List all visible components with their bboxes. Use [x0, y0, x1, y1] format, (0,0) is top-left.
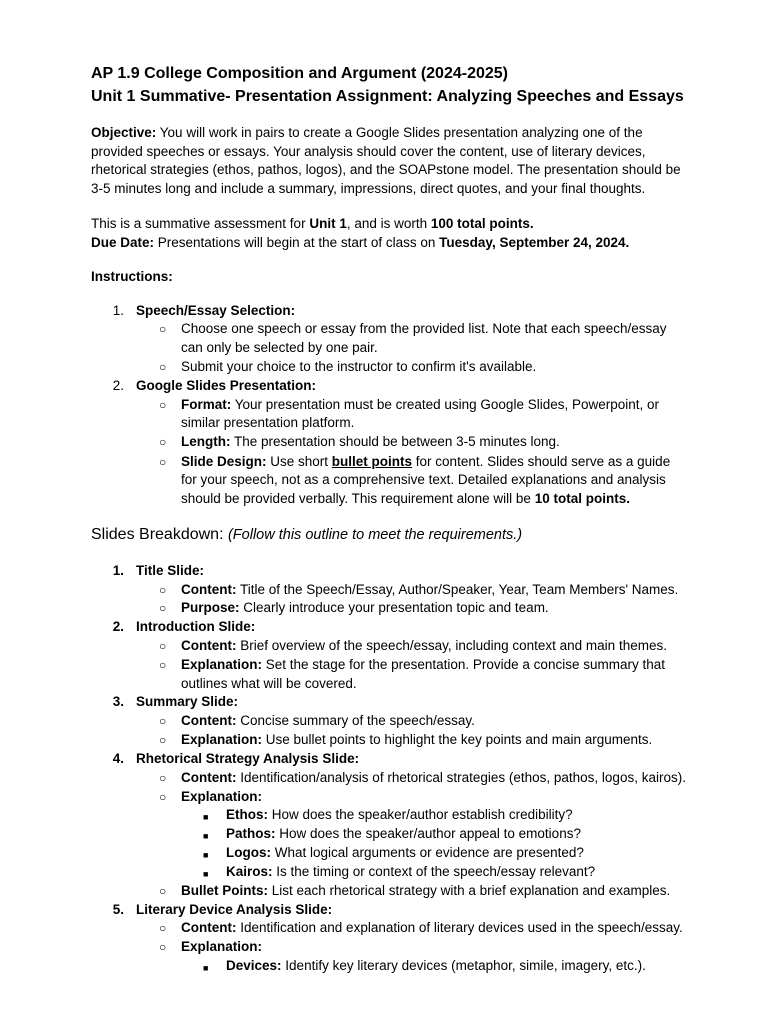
bullet-square: ■ — [203, 869, 209, 879]
explanation-label: Explanation: — [181, 732, 263, 747]
bullet-circle: ○ — [159, 658, 167, 672]
content-label: Content: — [181, 770, 237, 785]
list-number: 2. — [112, 619, 124, 634]
devices-label: Devices: — [226, 958, 282, 973]
bullet-points-emphasis: bullet points — [331, 454, 413, 469]
pathos-item — [226, 825, 581, 844]
objective-text: You will work in pairs to create a Google Slides presentation analyzing one of the — [156, 125, 643, 140]
format-line-2: similar presentation platform. — [181, 415, 355, 430]
format-line-1 — [181, 396, 659, 415]
breakdown-title: Slides Breakdown: — [91, 526, 224, 543]
objective-line-1 — [91, 124, 643, 143]
logos-item — [226, 844, 584, 863]
title-slide-content — [181, 581, 678, 600]
assessment-points: 100 total points. — [430, 216, 534, 231]
bullet-circle: ○ — [159, 733, 167, 747]
content-label: Content: — [181, 582, 237, 597]
bullet-circle: ○ — [159, 583, 167, 597]
bullet-circle: ○ — [159, 921, 167, 935]
content-label: Content: — [181, 713, 237, 728]
content-text: Concise summary of the speech/essay. — [236, 713, 475, 728]
bullet-circle: ○ — [159, 601, 167, 615]
due-label: Due Date: — [91, 235, 155, 250]
bullet-circle: ○ — [159, 714, 167, 728]
bullet-square: ■ — [203, 812, 209, 822]
bullet-points-label: Bullet Points: — [181, 883, 268, 898]
intro-slide-explanation-1 — [181, 656, 665, 675]
content-text: Identification and explanation of literary devices used in the speech/essay. — [236, 920, 683, 935]
intro-slide-content — [181, 637, 667, 656]
kairos-label: Kairos: — [226, 864, 273, 879]
content-label: Content: — [181, 920, 237, 935]
literary-explanation-label: Explanation: — [181, 939, 263, 954]
format-label: Format: — [181, 397, 232, 412]
pathos-label: Pathos: — [226, 826, 276, 841]
list-number: 5. — [112, 902, 124, 917]
breakdown-note: (Follow this outline to meet the requirements.) — [227, 527, 523, 543]
ethos-label: Ethos: — [226, 807, 268, 822]
objective-line-4: 3-5 minutes long and include a summary, impressions, direct quotes, and your final thoughts. — [91, 181, 646, 196]
assessment-unit: Unit 1 — [309, 216, 347, 231]
literary-slide-content — [181, 919, 683, 938]
explanation-label: Explanation: — [181, 657, 263, 672]
slide-design-label: Slide Design: — [181, 454, 267, 469]
logos-text: What logical arguments or evidence are presented? — [271, 845, 584, 860]
course-title: AP 1.9 College Composition and Argument (2024-2025) — [91, 65, 508, 82]
length-label: Length: — [181, 434, 231, 449]
assessment-line — [91, 215, 534, 234]
bullet-points-text: List each rhetorical strategy with a brief explanation and examples. — [268, 883, 671, 898]
assignment-title: Unit 1 Summative- Presentation Assignment: Analyzing Speeches and Essays — [91, 88, 684, 105]
slide-design-post: for content. Slides should serve as a guide — [412, 454, 671, 469]
s1-bullet-1-line-1: Choose one speech or essay from the provided list. Note that each speech/essay — [181, 321, 667, 336]
ethos-text: How does the speaker/author establish credibility? — [268, 807, 573, 822]
content-label: Content: — [181, 638, 237, 653]
bullet-square: ■ — [203, 850, 209, 860]
s1-bullet-2: Submit your choice to the instructor to confirm it's available. — [181, 359, 537, 374]
title-slide-heading: Title Slide: — [136, 563, 205, 578]
literary-slide-heading: Literary Device Analysis Slide: — [136, 902, 333, 917]
assessment-pre: This is a summative assessment for — [91, 216, 310, 231]
explanation-text: Use bullet points to highlight the key points and main arguments. — [262, 732, 653, 747]
list-number: 3. — [112, 694, 124, 709]
content-text: Title of the Speech/Essay, Author/Speaker, Year, Team Members' Names. — [236, 582, 679, 597]
bullet-circle: ○ — [159, 771, 167, 785]
rhetorical-bullet-points — [181, 882, 670, 901]
slide-design-line-1 — [181, 453, 670, 472]
due-text: Presentations will begin at the start of class on — [154, 235, 440, 250]
bullet-circle: ○ — [159, 790, 167, 804]
length-text: The presentation should be between 3-5 minutes long. — [230, 434, 560, 449]
purpose-text: Clearly introduce your presentation topic and team. — [239, 600, 549, 615]
content-text: Brief overview of the speech/essay, including context and main themes. — [236, 638, 667, 653]
assessment-mid: , and is worth — [346, 216, 431, 231]
bullet-circle: ○ — [159, 322, 167, 336]
bullet-circle: ○ — [159, 435, 167, 449]
kairos-text: Is the timing or context of the speech/essay relevant? — [272, 864, 596, 879]
list-number: 1. — [112, 303, 124, 318]
bullet-square: ■ — [203, 831, 209, 841]
list-number: 2. — [112, 378, 124, 393]
due-date: Tuesday, September 24, 2024. — [439, 235, 630, 250]
slide-design-text: should be provided verbally. This requirement alone will be — [181, 491, 535, 506]
instructions-heading: Instructions: — [91, 269, 173, 284]
intro-slide-heading: Introduction Slide: — [136, 619, 256, 634]
slide-design-line-2: for your speech, not as a comprehensive text. Detailed explanations and analysis — [181, 472, 666, 487]
length-line — [181, 433, 560, 452]
list-number: 1. — [112, 563, 124, 578]
ethos-item — [226, 806, 573, 825]
content-text: Identification/analysis of rhetorical strategies (ethos, pathos, logos, kairos). — [236, 770, 686, 785]
title-slide-purpose — [181, 599, 549, 618]
format-text: Your presentation must be created using Google Slides, Powerpoint, or — [231, 397, 660, 412]
kairos-item — [226, 863, 595, 882]
purpose-label: Purpose: — [181, 600, 240, 615]
devices-text: Identify key literary devices (metaphor, simile, imagery, etc.). — [281, 958, 646, 973]
objective-line-2: provided speeches or essays. Your analysis should cover the content, use of literary devices, — [91, 144, 646, 159]
bullet-circle: ○ — [159, 398, 167, 412]
rhetorical-slide-content — [181, 769, 686, 788]
step-2-title: Google Slides Presentation: — [136, 378, 317, 393]
devices-item — [226, 957, 646, 976]
bullet-circle: ○ — [159, 884, 167, 898]
summary-slide-explanation — [181, 731, 652, 750]
objective-line-3: rhetorical strategies (ethos, pathos, logos), and the SOAPstone model. The presentation should be — [91, 162, 681, 177]
slide-design-pre: Use short — [266, 454, 332, 469]
s1-bullet-1-line-2: can only be selected by one pair. — [181, 340, 378, 355]
objective-label: Objective: — [91, 125, 157, 140]
pathos-text: How does the speaker/author appeal to emotions? — [275, 826, 581, 841]
bullet-circle: ○ — [159, 360, 167, 374]
due-date-line — [91, 234, 629, 253]
list-number: 4. — [112, 751, 124, 766]
slides-breakdown-heading — [91, 525, 522, 545]
bullet-square: ■ — [203, 963, 209, 973]
bullet-circle: ○ — [159, 639, 167, 653]
summary-slide-heading: Summary Slide: — [136, 694, 239, 709]
logos-label: Logos: — [226, 845, 271, 860]
bullet-circle: ○ — [159, 455, 167, 469]
slide-design-line-3 — [181, 490, 630, 509]
summary-slide-content — [181, 712, 475, 731]
rhetorical-explanation-label: Explanation: — [181, 789, 263, 804]
step-1-title: Speech/Essay Selection: — [136, 303, 296, 318]
explanation-text: Set the stage for the presentation. Provide a concise summary that — [262, 657, 665, 672]
rhetorical-slide-heading: Rhetorical Strategy Analysis Slide: — [136, 751, 360, 766]
bullet-circle: ○ — [159, 940, 167, 954]
slide-design-points: 10 total points. — [534, 491, 630, 506]
intro-slide-explanation-2: outlines what will be covered. — [181, 676, 357, 691]
